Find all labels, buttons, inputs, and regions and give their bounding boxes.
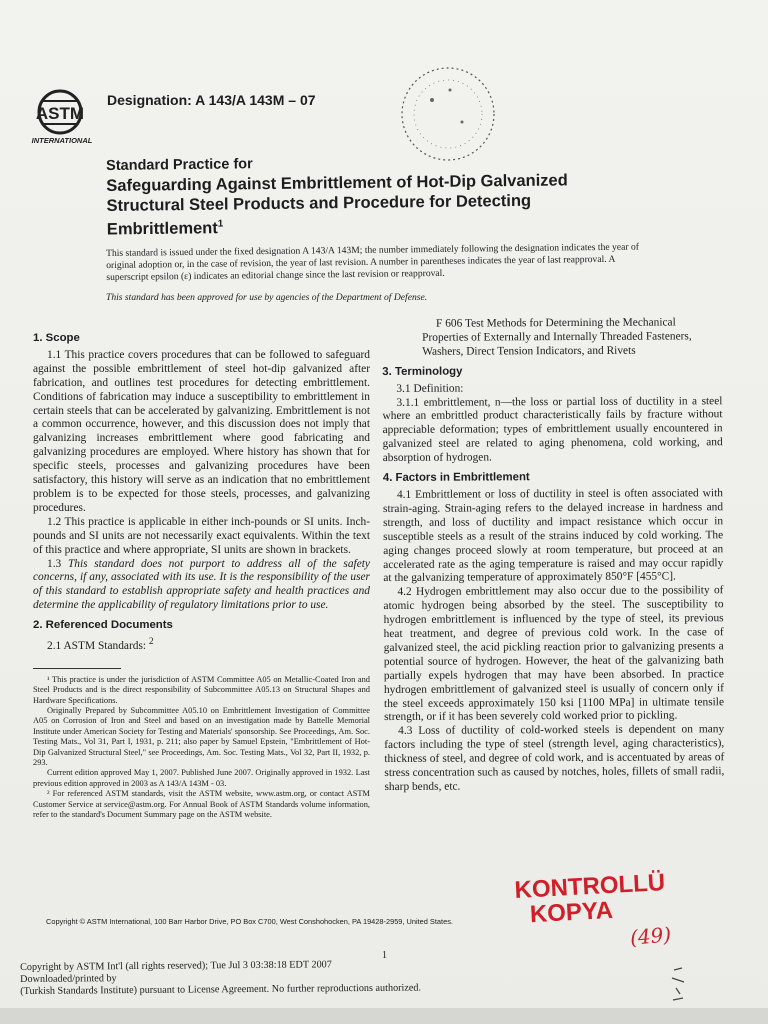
scan-edge [0,1008,768,1024]
title-block [106,151,647,239]
title-prefix: Standard Practice for [106,156,253,174]
issuance-note: This standard is issued under the fixed designation A 143/A 143M; the number immediately following the designation indicates the year of original adoption or, in the case of revision, the year of last revision. A number in parentheses indicates the year of last reapproval. A superscript epsilon (ε) indicates an editorial change since the last revision or reapproval. [106,241,639,283]
paragraph-1-3: 1.3 This standard does not purport to address all of the safety concerns, if any, associated with its use. It is the responsibility of the user of this standard to establish appropriate safety and health practices and determine the applicability of regulatory limitations prior to use. [33,557,370,612]
paragraph-4-3: 4.3 Loss of ductility of cold-worked steels is dependent on many factors including the type of steel (strength level, aging characteristics), thickness of steel, and degree of cold work, and is accentuated by areas of stress concentration such as caused by notches, holes, fillets of small radii, sharp bends, etc. [384,723,725,793]
footnote-1: ¹ This practice is under the jurisdiction of ASTM Committee A05 on Metallic-Coated Iron and Steel Products and is the direct responsibility of Subcommittee A05.13 on Structural Shapes and Hardware Specifications. [33,674,370,705]
handwritten-copy-number: (49) [629,922,673,950]
footnote-1-history: Originally Prepared by Subcommittee A05.10 on Embrittlement Investigation of Committee A05 on Corrosion of Iron and Steel and based on an investigation made by Battelle Memorial Institute under American Society for Testing and Materials' sponsorship. See Proceedings, Am. Soc. Testing Mats., Vol 31, Part I, 1931, p. 211; also paper by Samuel Epstein, "Embrittlement of Hot-Dip Galvanized Structural Steel," see Proceedings, Am. Soc. Testing Mats., Vol 32, Part II, 1932, p. 293. [33,705,370,767]
stamp-line-1: KONTROLLÜ [513,869,666,904]
astm-logo-icon [30,88,96,146]
title-footnote-mark: 1 [217,218,224,230]
dod-approval-note: This standard has been approved for use by agencies of the Department of Defense. [106,292,428,303]
left-column [33,326,370,820]
footnote-divider [33,668,121,669]
title-text: Safeguarding Against Embrittlement of Hot-Dip Galvanized Structural Steel Products and Procedure for Detecting Embrittlement [106,171,568,239]
right-column [382,316,724,795]
designation: Designation: A 143/A 143M – 07 [107,92,316,108]
svg-text:INTERNATIONAL: INTERNATIONAL [31,136,93,145]
license-line-3: (Turkish Standards Institute) pursuant to License Agreement. No further reproductions authorized. [20,982,422,997]
footnote-1-edition: Current edition approved May 1, 2007. Published June 2007. Originally approved in 1932. Last previous edition approved in 2003 as A 143/A 143M - 03. [33,768,370,788]
controlled-copy-stamp [514,870,667,928]
section-heading-scope: 1. Scope [33,332,80,344]
document-title [106,169,647,239]
page-number: 1 [382,950,387,961]
section-heading-terminology: 3. Terminology [382,365,463,378]
copyright-line: Copyright © ASTM International, 100 Barr Harbor Drive, PO Box C700, West Conshohocken, PA 19428-2959, United States. [46,917,453,926]
section-heading-factors: 4. Factors in Embrittlement [382,471,530,485]
license-line-2: Downloaded/printed by [20,973,117,985]
paragraph-3-1-1: 3.1.1 embrittlement, n—the loss or partial loss of ductility in a steel where an embrittled product characteristically fails by fracture without appreciable deformation; types of embrittlement usually encountered in galvanized steel are related to aging phenomena, cold working, and absorption of hydrogen. [382,394,723,465]
paragraph-1-1: 1.1 This practice covers procedures that can be followed to safeguard against the possible embrittlement of steel hot-dip galvanized after fabrication, and outlines test procedures for detecting embrittlement. Conditions of fabrication may induce a susceptibility to embrittlement in certain steels that can be accelerated by galvanizing. Embrittlement is not a common occurrence, however, and this discussion does not imply that galvanizing increases embrittlement where good fabricating and galvanizing procedures are employed. Where history has shown that for specific steels, processes and galvanizing procedures have been satisfactory, this history will serve as an indication that no embrittlement problem is to be expected for those steels, processes, and galvanizing procedures. [33,348,370,514]
reference-f606: F 606 Test Methods for Determining the Mechanical Properties of Externally and Internally Threaded Fasteners, Washers, Direct Tension Indicators, and Rivets [422,316,692,358]
registration-mark-icon [668,964,690,1008]
paragraph-4-1: 4.1 Embrittlement or loss of ductility in steel is often associated with strain-aging. Strain-aging refers to the delayed increase in hardness and strength, and loss of ductility and impact resistance which occur in susceptible steels as a result of the strains induced by cold working. The aging changes proceed slowly at room temperature, but proceed at an accelerated rate as the aging temperature is raised and may occur rapidly at the galvanizing temperature of approximately 850°F [455°C]. [382,487,724,585]
paragraph-1-2: 1.2 This practice is applicable in either inch-pounds or SI units. Inch-pounds and SI units are not necessarily exact equivalents. Within the text of this practice and where appropriate, SI units are shown in brackets. [33,515,370,556]
paragraph-3-1: 3.1 Definition: [396,382,464,395]
section-heading-referenced-documents: 2. Referenced Documents [33,619,173,632]
license-footer [20,957,620,998]
svg-text:ASTM: ASTM [35,104,85,123]
paragraph-4-2: 4.2 Hydrogen embrittlement may also occur due to the possibility of atomic hydrogen being absorbed by the steel. The susceptibility to hydrogen embrittlement is influenced by the type of steel, its previous heat treatment, and degree of previous cold work. In the case of galvanized steel, the acid pickling reaction prior to galvanizing presents a potential source of hydrogen. However, the heat of the galvanizing bath partially expels hydrogen that may have been absorbed. In practice hydrogen embrittlement of galvanized steel is usually of concern only if the steel exceeds approximately 150 ksi [1100 MPa] in ultimate tensile strength, or if it has been severely cold worked prior to pickling. [383,584,725,724]
paragraph-2-1: 2.1 ASTM Standards: $^2$ [47,637,154,652]
footnote-2: ² For referenced ASTM standards, visit the ASTM website, www.astm.org, or contact ASTM Customer Service at service@astm.org. For Annual Book of ASTM Standards volume information, refer to the standard's Document Summary page on the ASTM website. [33,789,370,820]
license-line-1: Copyright by ASTM Int'l (all rights reserved); Tue Jul 3 03:38:18 EDT 2007 [20,959,332,973]
stamp-line-2: KOPYA [529,896,614,929]
